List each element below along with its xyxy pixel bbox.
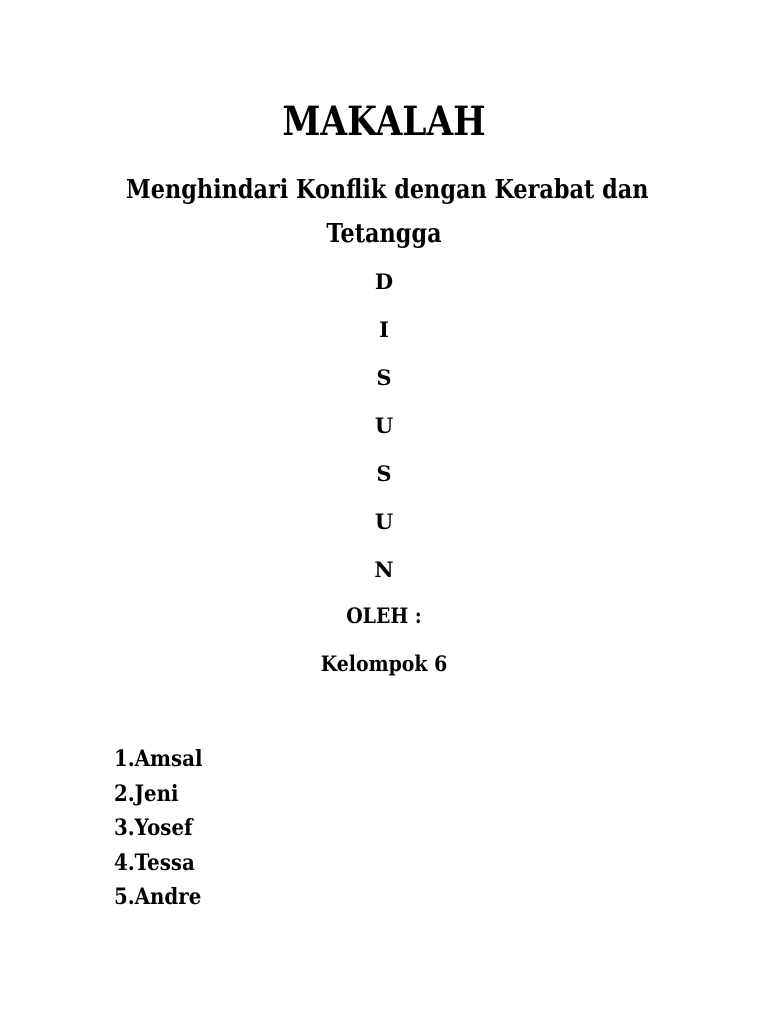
disusun-letter: U: [374, 509, 394, 534]
member-name: Tessa: [134, 849, 195, 876]
member-item: [114, 742, 202, 777]
member-name: Yosef: [134, 815, 193, 842]
member-name: Amsal: [134, 746, 203, 772]
disusun-letter: D: [374, 269, 394, 294]
oleh-label: OLEH :: [346, 603, 422, 628]
member-item: [114, 880, 202, 915]
disusun-letter: I: [379, 317, 389, 342]
disusun-vertical-letters: [0, 264, 768, 600]
member-list: [114, 742, 212, 915]
member-name: Jeni: [134, 780, 179, 807]
member-number: 3.: [114, 815, 135, 842]
subtitle-line: Menghindari Konflik dengan Kerabat dan: [126, 175, 649, 205]
member-number: 2.: [114, 780, 135, 807]
group-label: Kelompok 6: [320, 651, 448, 676]
member-number: 5.: [114, 884, 135, 911]
member-number: 1.: [114, 746, 135, 772]
disusun-letter: U: [374, 413, 394, 438]
disusun-letter: N: [374, 557, 394, 582]
member-item: [114, 811, 202, 846]
document-subtitle: [84, 168, 684, 256]
disusun-letter: S: [376, 365, 392, 390]
member-item: [114, 846, 202, 881]
disusun-letter: S: [376, 461, 392, 486]
member-number: 4.: [114, 849, 135, 876]
subtitle-line: Tetangga: [326, 219, 442, 249]
member-item: [114, 777, 202, 812]
document-title: MAKALAH: [282, 98, 486, 145]
member-name: Andre: [134, 884, 202, 911]
